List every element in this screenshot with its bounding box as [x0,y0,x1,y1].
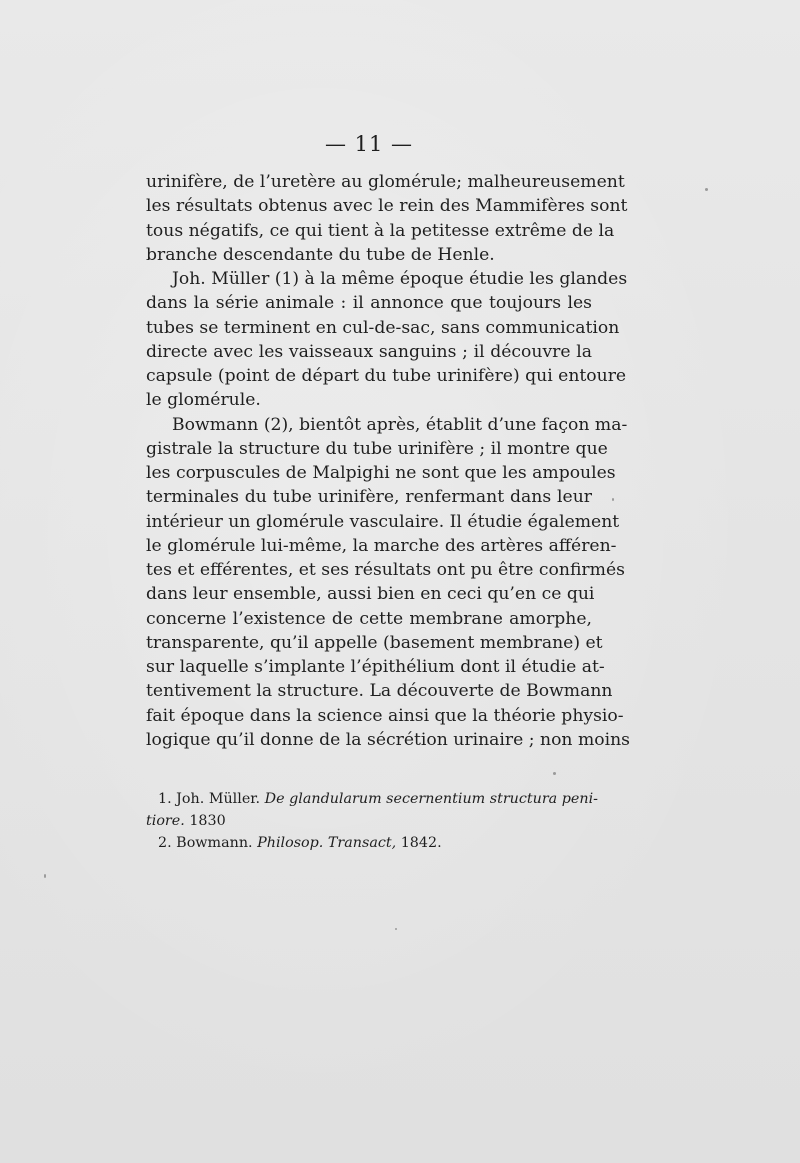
text-line: Bowmann (2), bientôt après, établit d’une façon ma- [172,414,628,435]
footnote-1 [146,788,598,810]
text-line: dans leur ensemble, aussi bien en ceci qu’en ce qui [146,584,595,605]
text-line: sur laquelle s’implante l’épithélium dont il étudie at- [146,657,605,677]
text-line: les résultats obtenus avec le rein des Mammifères sont [146,196,628,217]
paper-speck [553,772,556,775]
text-line: urinifère, de l’uretère au glomérule; malheureusement [146,172,625,192]
footnote-2-year: 1842. [400,835,442,851]
page-number: — 11 — [324,132,414,156]
paper-speck [395,928,397,930]
text-line: les corpuscules de Malpighi ne sont que les ampoules [146,463,616,483]
text-line: concerne l’existence de cette membrane amorphe, [146,608,592,629]
text-line: le glomérule lui-même, la marche des artères afféren- [146,535,617,556]
footnote-2-title: Philosop. Transact, [257,835,397,851]
footnotes [146,788,598,854]
text-line: terminales du tube urinifère, renfermant dans leur [146,487,592,508]
footnote-1-continued [146,810,592,832]
text-line: gistrale la structure du tube urinifère ; il montre que [146,438,608,459]
text-line: tes et efférentes, et ses résultats ont pu être confirmés [146,560,625,580]
text-line: branche descendante du tube de Henle. [146,244,495,265]
text-line: intérieur un glomérule vasculaire. Il étudie également [146,511,620,532]
text-line: tubes se terminent en cul-de-sac, sans communication [146,317,620,338]
text-line: directe avec les vaisseaux sanguins ; il découvre la [146,341,592,362]
footnote-2 [146,832,592,854]
footnote-1-year: 1830 [189,813,226,829]
text-line: transparente, qu’il appelle (basement membrane) et [146,632,603,653]
text-line: dans la série animale : il annonce que toujours les [146,293,592,314]
body-text [146,170,630,752]
footnote-1-title: De glandularum secernentium structura peni- [264,791,598,807]
text-line: tentivement la structure. La découverte de Bowmann [146,681,613,702]
paper-speck [44,874,46,878]
paper-speck [612,498,614,501]
text-line: capsule (point de départ du tube urinifère) qui entoure [146,366,627,386]
footnote-1-author: 1. Joh. Müller. [158,791,261,807]
footnote-1-title-end: tiore. [146,813,185,829]
footnote-2-author: 2. Bowmann. [158,835,253,851]
text-line: logique qu’il donne de la sécrétion urinaire ; non moins [146,729,630,750]
text-line: le glomérule. [146,390,261,411]
text-line: Joh. Müller (1) à la même époque étudie les glandes [172,269,628,289]
text-line: tous négatifs, ce qui tient à la petitesse extrême de la [146,220,615,241]
text-line: fait époque dans la science ainsi que la théorie physio- [146,705,624,726]
paper-speck [705,188,708,191]
